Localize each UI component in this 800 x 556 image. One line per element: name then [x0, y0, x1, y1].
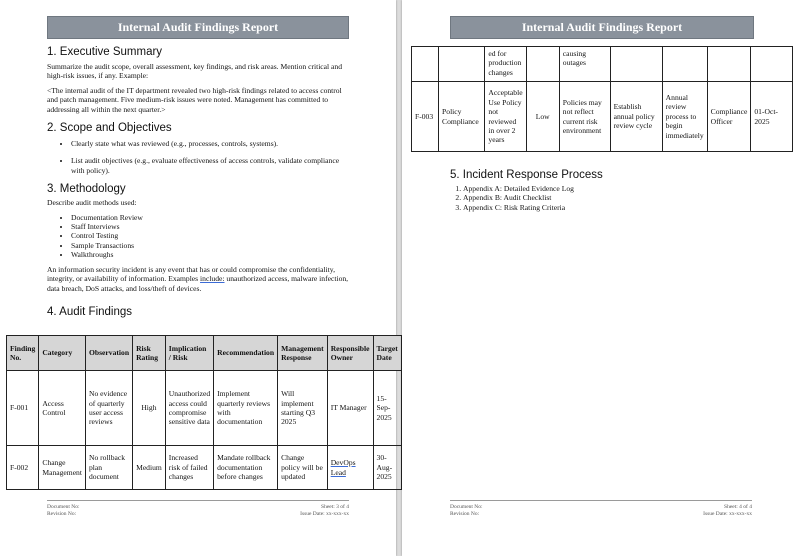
findings-table-continued: [411, 46, 793, 152]
footer-right: [703, 504, 752, 518]
issue-date: Issue Date: xx-xxx-xx: [300, 511, 349, 517]
sheet-number: Sheet: 3 of 4: [321, 504, 349, 510]
appendix-item[interactable]: 3. Appendix C: Risk Rating Criteria: [463, 203, 750, 212]
incident-heading: 5. Incident Response Process: [450, 169, 603, 181]
table-cell[interactable]: [707, 47, 751, 82]
col-header[interactable]: Category: [39, 336, 86, 371]
table-cell[interactable]: Change policy will be updated: [278, 446, 328, 490]
exec-summary-example[interactable]: <The internal audit of the IT department revealed two high-risk findings related to access control and patch management. Five medium-risk issues were noted. Management has committed to addressing all within the next quarter.>: [47, 85, 342, 114]
table-cell[interactable]: IT Manager: [327, 371, 373, 446]
table-row: [7, 446, 402, 490]
table-cell[interactable]: [662, 47, 707, 82]
findings-table: [6, 335, 402, 490]
incident-definition[interactable]: [47, 265, 352, 293]
table-cell[interactable]: Establish annual policy review cycle: [610, 82, 662, 152]
document-no: Document No:: [47, 504, 80, 510]
table-cell[interactable]: [526, 47, 559, 82]
page-sheet-3: [0, 0, 396, 556]
table-cell[interactable]: Change Management: [39, 446, 86, 490]
table-cell[interactable]: No evidence of quarterly user access reviews: [85, 371, 132, 446]
method-item[interactable]: • Documentation Review: [71, 213, 352, 222]
table-cell[interactable]: Policy Compliance: [439, 82, 485, 152]
table-row: [7, 371, 402, 446]
definition-text: An information security incident is any event that has or could compromise the confidentiality, integrity, or availability of information. Examples: [47, 264, 335, 284]
scope-list: [47, 139, 352, 175]
table-row-continued: [412, 47, 793, 82]
col-header[interactable]: Target Date: [373, 336, 401, 371]
sheet-number: Sheet: 4 of 4: [724, 504, 752, 510]
table-cell[interactable]: 15-Sep-2025: [373, 371, 401, 446]
method-item[interactable]: • Sample Transactions: [71, 241, 352, 250]
table-cell[interactable]: ed for production changes: [485, 47, 526, 82]
table-cell[interactable]: No rollback plan document: [85, 446, 132, 490]
table-cell[interactable]: [610, 47, 662, 82]
table-cell[interactable]: [439, 47, 485, 82]
table-cell[interactable]: F-003: [412, 82, 439, 152]
table-cell[interactable]: [327, 446, 373, 490]
scope-item[interactable]: • Clearly state what was reviewed (e.g., processes, controls, systems).: [71, 139, 352, 148]
appendix-item[interactable]: 2. Appendix B: Audit Checklist: [463, 193, 750, 202]
scope-heading: 2. Scope and Objectives: [47, 122, 172, 135]
page-footer: [450, 500, 752, 518]
report-title-banner: Internal Audit Findings Report: [47, 16, 349, 39]
revision-no: Revision No:: [450, 511, 480, 517]
table-cell[interactable]: Unauthorized access could compromise sensitive data: [165, 371, 213, 446]
appendix-list: [450, 184, 750, 212]
col-header[interactable]: Recommendation: [214, 336, 278, 371]
col-header[interactable]: Implication / Risk: [165, 336, 213, 371]
col-header[interactable]: Observation: [85, 336, 132, 371]
methodology-list: [47, 213, 352, 260]
page-footer: [47, 500, 349, 518]
table-cell[interactable]: Annual review process to begin immediately: [662, 82, 707, 152]
table-cell[interactable]: Access Control: [39, 371, 86, 446]
table-cell[interactable]: F-002: [7, 446, 39, 490]
method-item[interactable]: • Control Testing: [71, 231, 352, 240]
exec-summary-intro[interactable]: Summarize the audit scope, overall assessment, key findings, and risk areas. Mention critical and high-risk issues, if any. Example:: [47, 62, 343, 81]
page-content: [47, 45, 352, 319]
table-cell[interactable]: Compliance Officer: [707, 82, 751, 152]
table-row: [412, 82, 793, 152]
owner-text: DevOps Lead: [330, 458, 356, 477]
issue-date: Issue Date: xx-xxx-xx: [703, 511, 752, 517]
table-cell[interactable]: Will implement starting Q3 2025: [278, 371, 328, 446]
table-header-row: [7, 336, 402, 371]
appendix-item[interactable]: 1. Appendix A: Detailed Evidence Log: [463, 184, 750, 193]
revision-no: Revision No:: [47, 511, 77, 517]
document-no: Document No:: [450, 504, 483, 510]
table-cell[interactable]: Acceptable Use Policy not reviewed in over 2 years: [485, 82, 526, 152]
exec-summary-heading: 1. Executive Summary: [47, 46, 163, 58]
table-cell[interactable]: Policies may not reflect current risk environment: [559, 82, 610, 152]
col-header[interactable]: Risk Rating: [133, 336, 166, 371]
footer-right: [300, 504, 349, 518]
table-cell[interactable]: Low: [526, 82, 559, 152]
methodology-intro[interactable]: Describe audit methods used:: [47, 198, 137, 208]
findings-heading: 4. Audit Findings: [47, 305, 133, 318]
table-cell[interactable]: Increased risk of failed changes: [165, 446, 213, 490]
col-header[interactable]: Management Response: [278, 336, 328, 371]
page-content: [450, 168, 750, 212]
method-item[interactable]: • Walkthroughs: [71, 250, 352, 259]
report-title-banner: Internal Audit Findings Report: [450, 16, 754, 39]
scope-item[interactable]: • List audit objectives (e.g., evaluate effectiveness of access controls, validate compliance with policy).: [71, 156, 352, 175]
col-header[interactable]: Finding No.: [7, 336, 39, 371]
table-cell[interactable]: [751, 47, 793, 82]
table-cell[interactable]: High: [133, 371, 166, 446]
method-item[interactable]: • Staff Interviews: [71, 222, 352, 231]
table-cell[interactable]: Mandate rollback documentation before changes: [214, 446, 278, 490]
table-cell[interactable]: 30-Aug-2025: [373, 446, 401, 490]
table-cell[interactable]: [412, 47, 439, 82]
methodology-heading: 3. Methodology: [47, 183, 126, 196]
table-cell[interactable]: F-001: [7, 371, 39, 446]
table-cell[interactable]: Implement quarterly reviews with documentation: [214, 371, 278, 446]
table-cell[interactable]: causing outages: [559, 47, 610, 82]
table-cell[interactable]: Medium: [133, 446, 166, 490]
spellcheck-word[interactable]: include:: [200, 274, 225, 284]
table-cell[interactable]: 01-Oct-2025: [751, 82, 793, 152]
col-header[interactable]: Responsible Owner: [327, 336, 373, 371]
definition-text: unauthorized access, malware infection, data breach, DoS attacks, and loss/theft of devices.: [47, 274, 349, 293]
